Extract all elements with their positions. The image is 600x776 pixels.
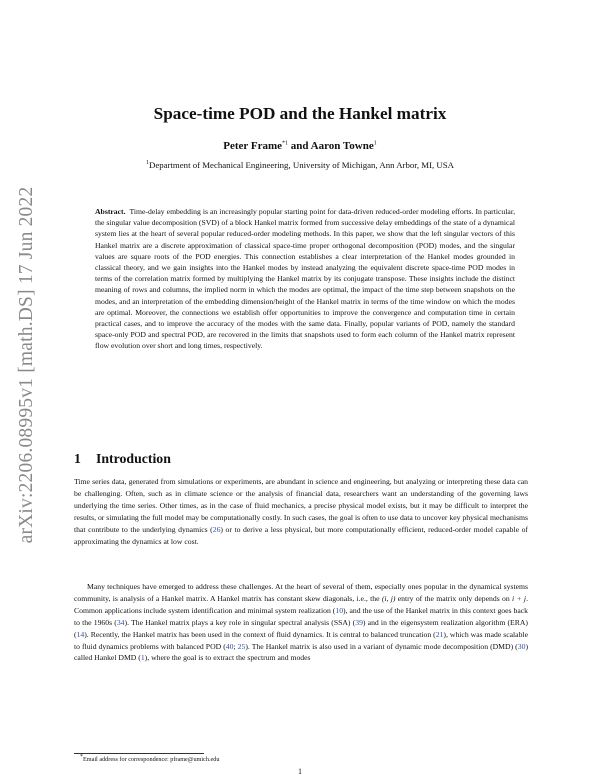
citation-link[interactable]: 1	[140, 653, 145, 663]
citation-link[interactable]: 10	[335, 605, 344, 615]
paragraph-text: Many techniques have emerged to address these challenges. At the heart of several of them, especially ones popular in the dynamical systems community, is analysis of a Hankel matrix. A Hankel matrix has constant skew diagonals, i.e., the	[74, 582, 528, 603]
paragraph-text: . Common applications include system identification and minimal system realization (	[74, 593, 528, 615]
paragraph-text: ), and the use of the Hankel matrix in this context goes back to the 1960s (	[74, 605, 528, 627]
paragraph-text: ). Recently, the Hankel matrix has been used in the context of fluid dynamics. It is central to balanced truncation (	[84, 629, 436, 639]
citation-link[interactable]: 30	[517, 641, 526, 651]
paragraph-text: Time series data, generated from simulations or experiments, are abundant in science and engineering, but analyzing or interpreting these data can be challenging. Often, such as in climate science or the analysis of financial data, researchers want an understanding of the governing laws underlying the time series. Other times, as in the case of fluid mechanics, a precise physical model exists, but it may be difficult to interpret the results, or simulating the full model may be computationally costly. In such cases, the goal is often to use data to uncover key physical mechanisms that contribute to the underlying dynamics (	[74, 477, 528, 534]
author-line	[0, 140, 600, 152]
abstract-text: Time-delay embedding is an increasingly popular starting point for data-driven reduced-order modeling efforts. In particular, the singular value decomposition (SVD) of a block Hankel matrix formed from successive delay embeddings of the state of a dynamical system lies at the heart of several popular reduced-order modeling methods. In this paper, we show that the left singular vectors of this Hankel matrix are a discrete approximation of classical space-time proper orthogonal decomposition (POD) modes, and the singular values are square roots of the POD energies. This connection establishes a clear interpretation of the Hankel modes grounded in classical theory, and we gain insights into the Hankel modes by instead analyzing the equivalent discrete space-time POD modes in terms of the correlation matrix formed by multiplying the Hankel matrix by its conjugate transpose. These insights include the distinct meaning of rows and columns, the implied norm in which the modes are optimal, the impact of the time step between snapshots on the modes, and an interpretation of the embedding dimension/height of the Hankel matrix in terms of the time window on which the modes are optimal. Moreover, the connections we establish offer opportunities to improve the convergence and computation time in certain practical cases, and to improve the accuracy of the modes with the same data. Finally, popular variants of POD, namely the standard space-only POD and spectral POD, are recovered in the limits that snapshots used to form each column of the Hankel matrix represent flow evolution over short and long times, respectively.	[95, 207, 515, 351]
paragraph-text: ), where the goal is to extract the spectrum and modes	[144, 653, 311, 663]
math-expression: i + j	[512, 593, 527, 603]
abstract	[95, 206, 515, 352]
citation-link[interactable]: 40	[225, 641, 234, 651]
page-number: 1	[298, 767, 302, 776]
paragraph-text: ), which was made scalable to fluid dynamics problems with balanced POD (	[74, 629, 528, 651]
paragraph-text: entry of the matrix only depends on	[395, 593, 513, 603]
author-conjunction: and	[288, 140, 311, 152]
paragraph-text: ). The Hankel matrix plays a key role in singular spectral analysis (SSA) (	[124, 617, 356, 627]
paragraph-text: ) and in the eigensystem realization algorithm (ERA) (	[74, 617, 528, 639]
affiliation-text: Department of Mechanical Engineering, University of Michigan, Ann Arbor, MI, USA	[148, 160, 455, 170]
citation-link[interactable]: 34	[116, 617, 125, 627]
paragraph-text: ;	[233, 641, 238, 651]
author-1: Peter Frame	[223, 140, 282, 152]
author-2: Aaron Towne	[310, 140, 374, 152]
author-2-marks: 1	[373, 140, 377, 147]
footnote	[80, 753, 220, 763]
affiliation-mark: 1	[145, 160, 149, 167]
section-number: 1	[74, 451, 81, 466]
footnote-rule	[74, 753, 204, 754]
paper-title: Space-time POD and the Hankel matrix	[153, 104, 447, 123]
section-title: Introduction	[96, 451, 171, 466]
paragraph-1	[74, 476, 528, 547]
footnote-text: Email address for correspondence: pframe@umich.edu	[83, 756, 220, 763]
citation-link[interactable]: 21	[435, 629, 444, 639]
paragraph-text: ). The Hankel matrix is also used in a variant of dynamic mode decomposition (DMD) (	[245, 641, 518, 651]
citation-link[interactable]: 39	[355, 617, 363, 627]
affiliation	[0, 160, 600, 170]
citation-link[interactable]: 14	[76, 629, 85, 639]
paragraph-text: ) or to derive a less physical, but more computationally efficient, reduced-order model capable of approximating the dynamics at low cost.	[74, 524, 528, 546]
abstract-label: Abstract.	[95, 207, 126, 216]
paragraph-2	[74, 581, 528, 664]
math-expression: (i, j)	[381, 593, 396, 603]
arxiv-identifier	[14, 180, 40, 550]
paragraph-text: ) called Hankel DMD (	[74, 641, 528, 663]
author-1-marks: *1	[282, 140, 288, 147]
section-heading	[74, 451, 171, 467]
citation-link[interactable]: 26	[212, 524, 221, 534]
citation-link[interactable]: 25	[237, 641, 246, 651]
arxiv-id-text: arXiv:2206.08995v1 [math.DS] 17 Jun 2022	[16, 186, 37, 544]
footnote-mark: *	[80, 753, 83, 760]
